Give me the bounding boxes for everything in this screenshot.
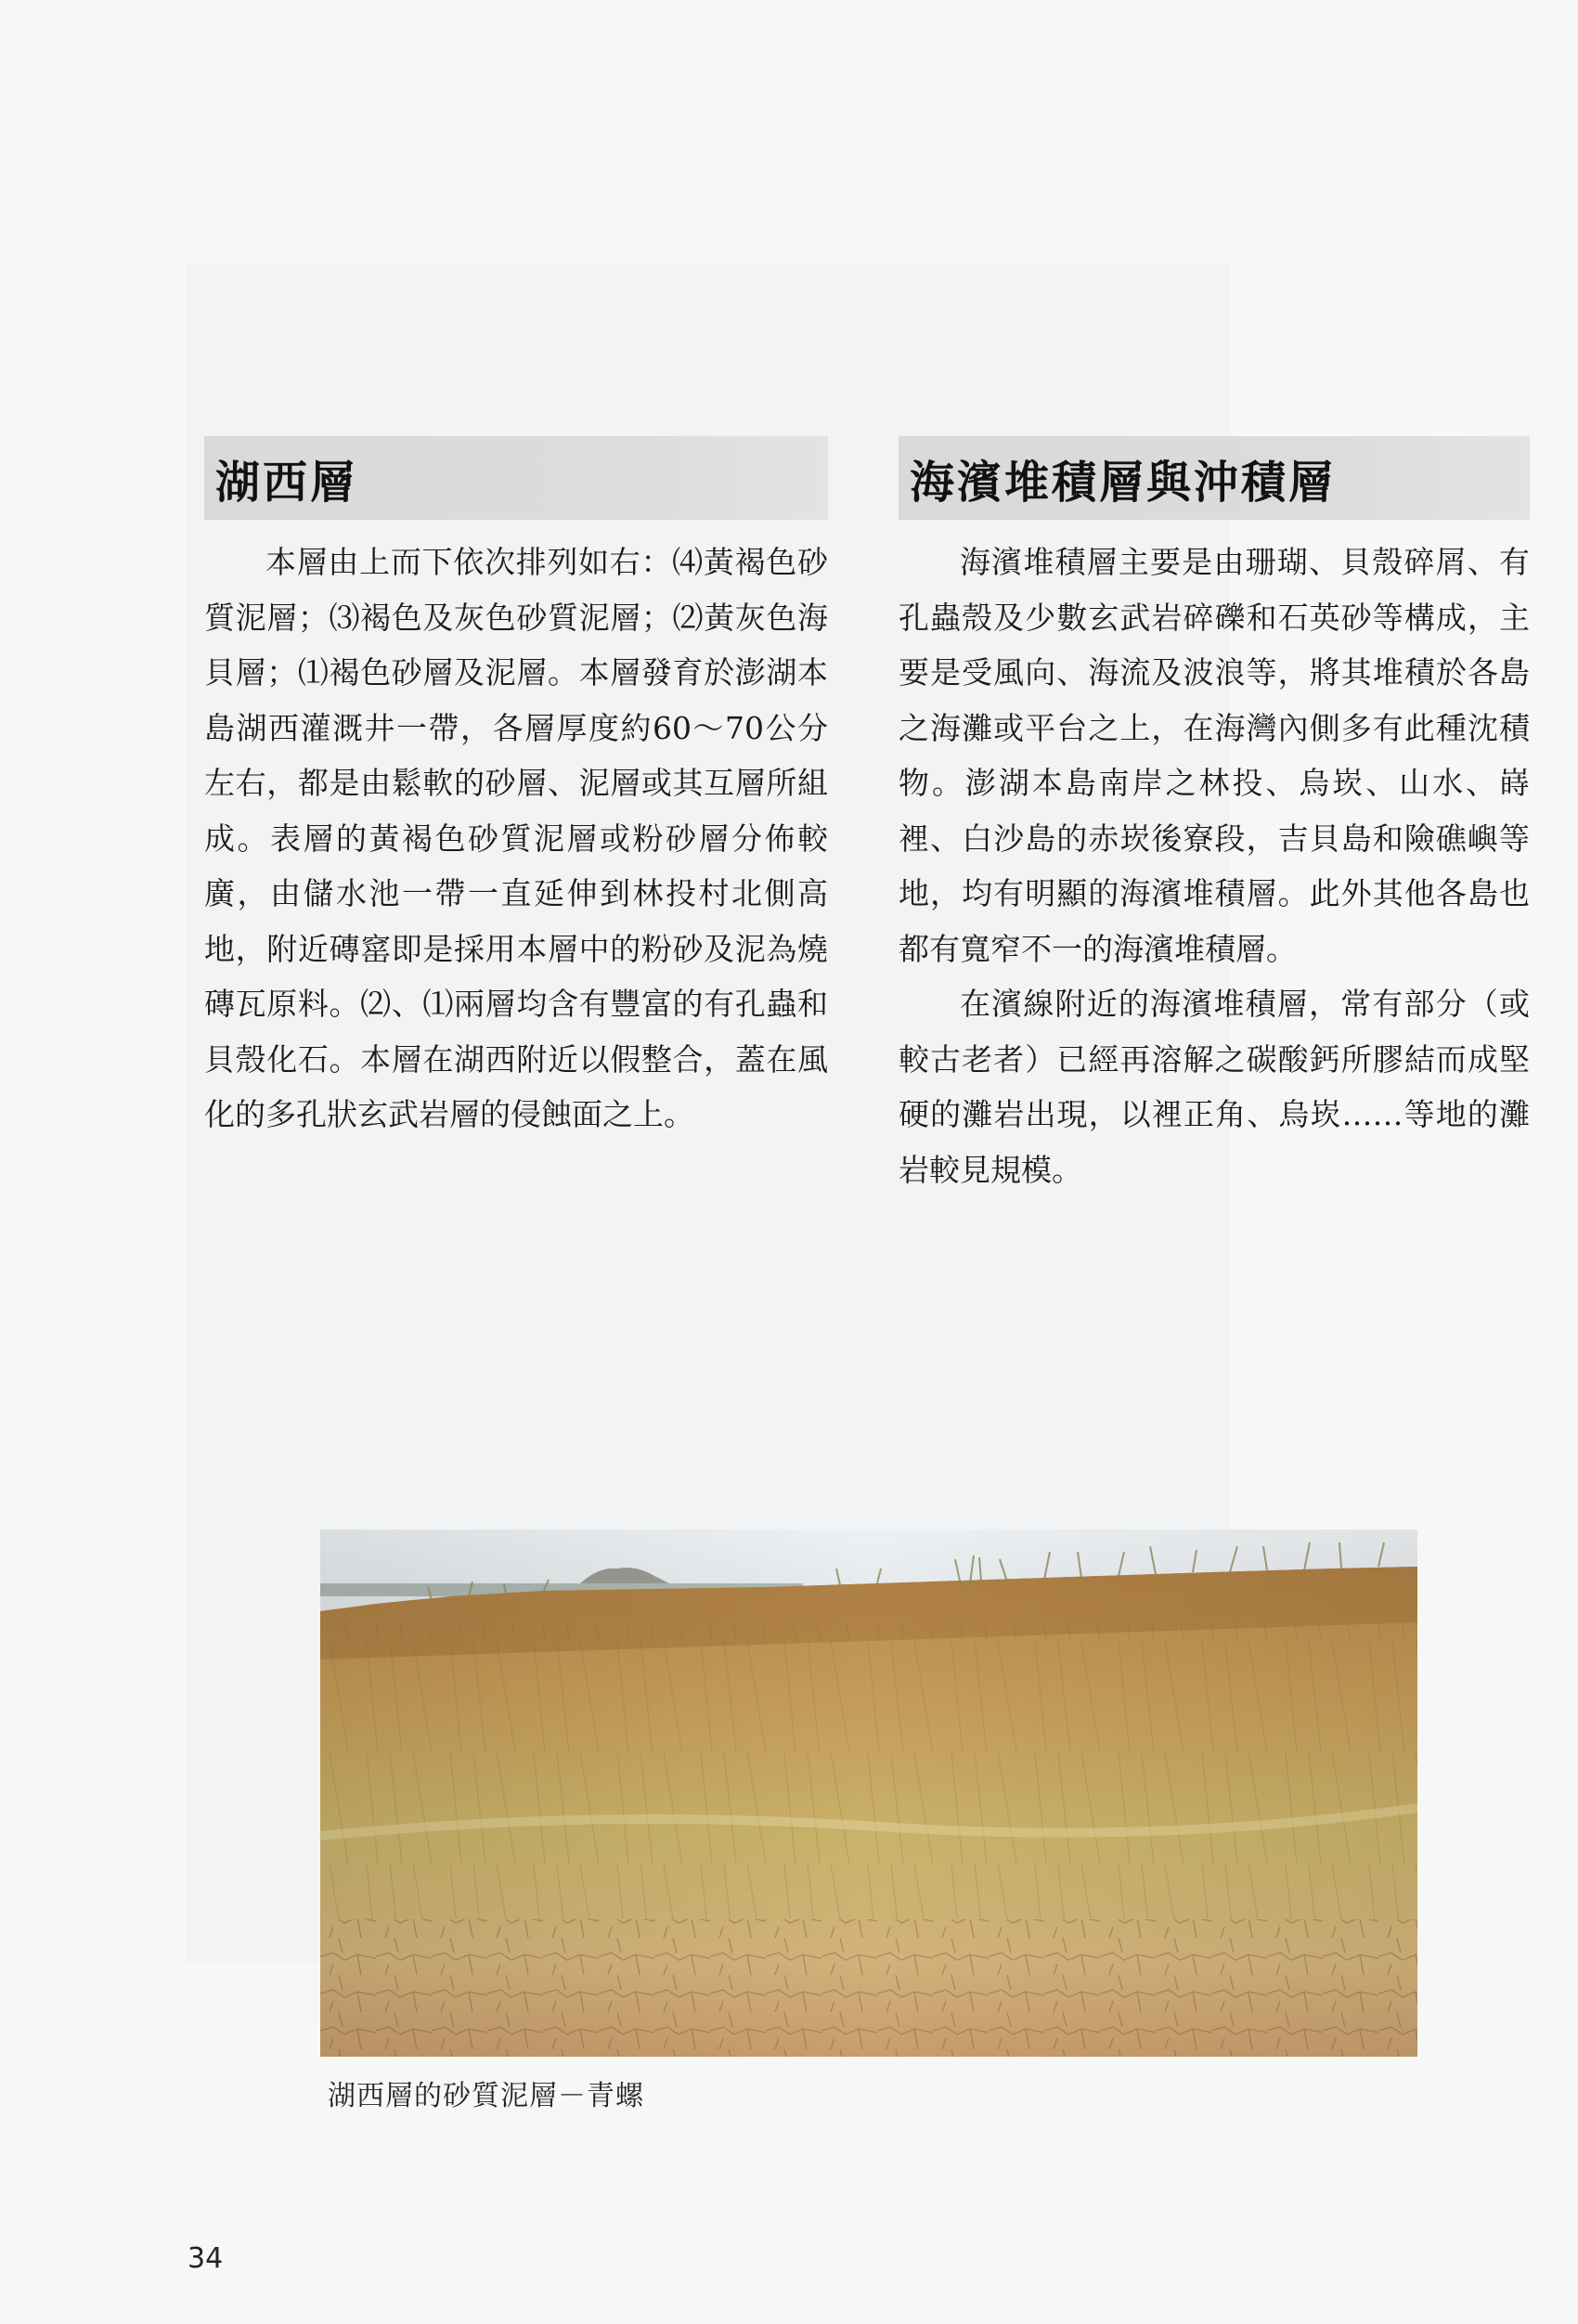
figure-caption: 湖西層的砂質泥層－青螺 [328,2080,644,2112]
section-heading-band [204,436,828,520]
sediment-outcrop-photo [320,1530,1417,2057]
section-huxi-formation [204,436,828,1143]
section-coastal-deposits [899,436,1530,1197]
paragraph: 海濱堆積層主要是由珊瑚、貝殼碎屑、有孔蟲殼及少數玄武岩碎礫和石英砂等構成，主要是受風向、海流及波浪等，將其堆積於各島之海灘或平台之上，在海灣內側多有此種沈積物。澎湖本島南岸之林投、烏崁、山水、嵵裡、白沙島的赤崁後寮段，吉貝島和險礁嶼等地，均有明顯的海濱堆積層。此外其他各島也都有寬窄不一的海濱堆積層。 [899,544,1530,967]
section-title: 海濱堆積層與沖積層 [910,456,1337,509]
section-body [204,535,828,1143]
section-title: 湖西層 [215,456,358,509]
paragraph: 本層由上而下依次排列如右：⑷黃褐色砂質泥層；⑶褐色及灰色砂質泥層；⑵黃灰色海貝層；⑴褐色砂層及泥層。本層發育於澎湖本島湖西灌溉井一帶，各層厚度約60～70公分左右，都是由鬆軟的砂層、泥層或其互層所組成。表層的黃褐色砂質泥層或粉砂層分佈較廣，由儲水池一帶一直延伸到林投村北側高地，附近磚窰即是採用本層中的粉砂及泥為燒磚瓦原料。⑵、⑴兩層均含有豐富的有孔蟲和貝殼化石。本層在湖西附近以假整合，蓋在風化的多孔狀玄武岩層的侵蝕面之上。 [204,544,828,1132]
page-number: 34 [188,2242,224,2275]
section-body [899,535,1530,1197]
section-heading-band [899,436,1530,520]
paragraph: 在濱線附近的海濱堆積層，常有部分（或較古老者）已經再溶解之碳酸鈣所膠結而成堅硬的灘岩出現，以裡正角、烏崁……等地的灘岩較見規模。 [899,986,1530,1188]
